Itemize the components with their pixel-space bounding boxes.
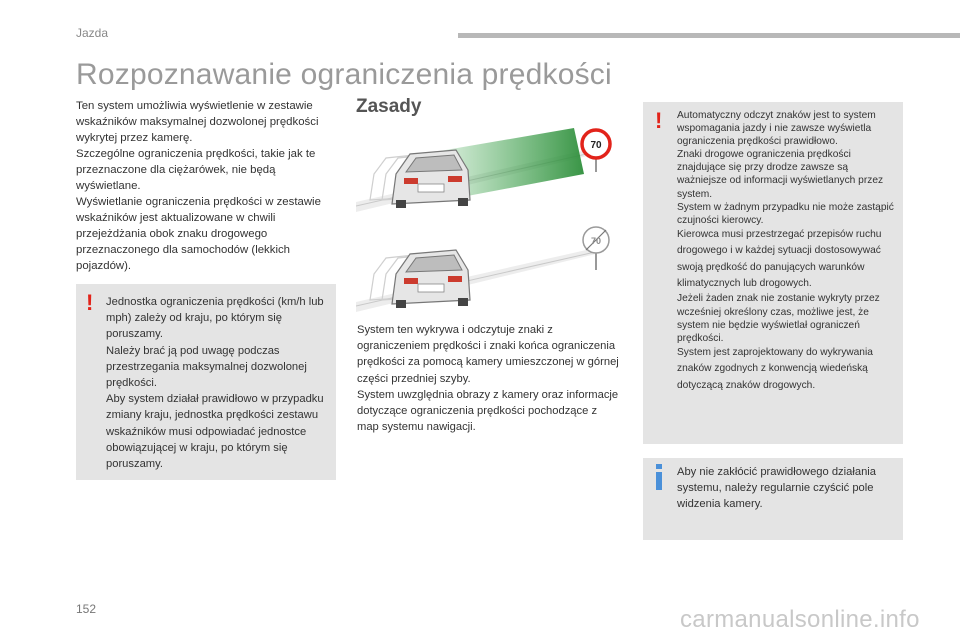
intro-paragraph: Ten system umożliwia wyświetlenie w zestawie wskaźników maksymalnej dozwolonej prędkości wykrytej przez kamerę.: [76, 100, 319, 144]
info-text: Aby nie zakłócić prawidłowego działania systemu, należy regularnie czyścić pole widzenia kamery.: [677, 466, 876, 511]
car-sign-illustration: [356, 122, 620, 318]
warning-icon: !: [86, 290, 94, 315]
sign-value-bottom: 70: [590, 236, 602, 246]
principles-text: [357, 322, 619, 435]
intro-paragraph: Szczególne ograniczenia prędkości, takie jak te przeznaczone dla ciężarówek, nie będą wyświetlane.: [76, 148, 316, 192]
top-scene: [356, 128, 610, 212]
section-label: Jazda: [76, 26, 109, 40]
watermark: carmanualsonline.info: [680, 606, 920, 633]
warning-line: Aby system działał prawidłowo w przypadku zmiany kraju, jednostka prędkości zestawu wskaźników musi odpowiadać jednostce obowiązującej w kraju, po którym się poruszamy.: [106, 393, 324, 471]
page-number: 152: [76, 602, 97, 616]
warning-line: System jest zaprojektowany do wykrywania znaków zgodnych z konwencją wiedeńską dotyczącą znaków drogowych.: [677, 346, 873, 391]
warning-line: System w żadnym przypadku nie może zastąpić czujności kierowcy.: [677, 201, 894, 226]
intro-paragraph: Wyświetlanie ograniczenia prędkości w zestawie wskaźników jest aktualizowane w chwili przejeżdżania obok znaku drogowego przeznaczonego dla samochodów (lekkich pojazdów).: [76, 196, 321, 272]
warning-line: Jeżeli żaden znak nie zostanie wykryty przez wcześniej określony czas, możliwe jest, że system nie będzie wyświetlał ograniczeń prędkości.: [677, 293, 880, 344]
bottom-scene: [356, 227, 609, 312]
intro-text: [76, 98, 338, 274]
warning-box-limitations: [643, 102, 903, 444]
info-icon: [653, 464, 665, 490]
warning-text: [106, 294, 328, 472]
car-icon: [392, 150, 470, 208]
warning-line: Należy brać ją pod uwagę podczas przestrzegania maksymalnej dozwolonej prędkości.: [106, 344, 307, 390]
speed-sign-end: [583, 227, 609, 270]
speed-sign-top: [582, 130, 610, 172]
principles-paragraph: System uwzględnia obrazy z kamery oraz informacje dotyczące ograniczenia prędkości pochodzące z map systemu nawigacji.: [357, 388, 619, 434]
warning-line: Automatyczny odczyt znaków jest to system wspomagania jazdy i nie zawsze wyświetla ograniczenia prędkości prawidłowo.: [677, 110, 876, 148]
section-heading: Zasady: [356, 96, 422, 117]
warning-line: Znaki drogowe ograniczenia prędkości znajdujące się przy drodze zawsze są ważniejsze od informacji wyświetlanych przez system.: [677, 149, 884, 200]
page-title: Rozpoznawanie ograniczenia prędkości: [76, 58, 612, 91]
warning-icon: !: [655, 108, 663, 133]
warning-box-units: [76, 284, 336, 480]
warning-text: [677, 109, 899, 394]
warning-line: Jednostka ograniczenia prędkości (km/h lub mph) zależy od kraju, po którym się poruszamy.: [106, 296, 324, 341]
principles-paragraph: System ten wykrywa i odczytuje znaki z ograniczeniem prędkości i znaki końca ograniczenia prędkości za pomocą kamery umieszczonej w górnej części przedniej szyby.: [357, 324, 619, 385]
header-bar: [458, 33, 960, 38]
warning-line: Kierowca musi przestrzegać przepisów ruchu drogowego i w każdej sytuacji dostosowywać swoją prędkość do panujących warunków klimatycznych lub drogowych.: [677, 228, 882, 290]
info-box-camera: [643, 458, 903, 540]
car-icon: [392, 250, 470, 308]
sign-value-top: 70: [590, 140, 602, 151]
